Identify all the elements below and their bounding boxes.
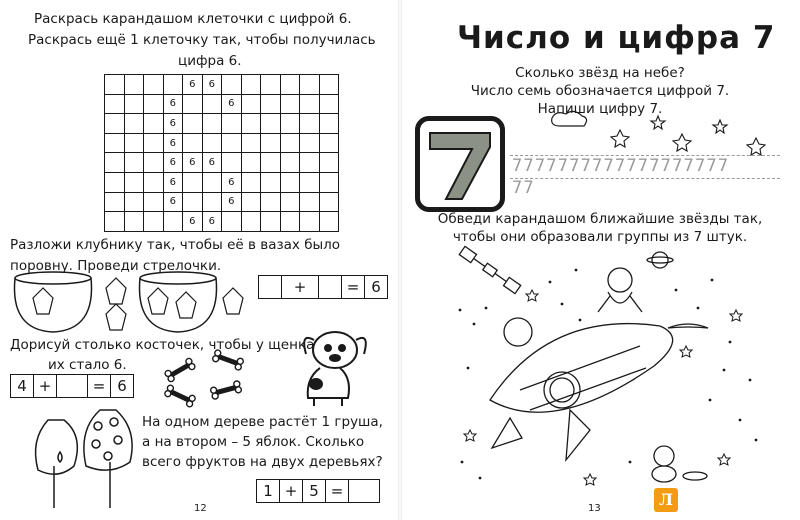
grid-row xyxy=(105,94,339,114)
grid-cell[interactable] xyxy=(163,212,183,232)
grid-cell[interactable] xyxy=(319,75,339,95)
grid-cell[interactable] xyxy=(222,212,242,232)
grid-cell[interactable]: 6 xyxy=(222,94,242,114)
grid-cell[interactable] xyxy=(241,114,261,134)
grid-cell[interactable] xyxy=(202,114,222,134)
grid-cell[interactable] xyxy=(261,94,281,114)
grid-cell[interactable] xyxy=(202,172,222,192)
equation-bones xyxy=(10,374,134,398)
task2-line1: Разложи клубнику так, чтобы её в вазах было xyxy=(10,237,341,253)
puppy-illustration xyxy=(290,328,380,408)
task4-line3: всего фруктов на двух деревьях? xyxy=(142,454,383,470)
eq1-cell-2: + xyxy=(282,276,319,298)
eq2-cell-2: + xyxy=(34,375,57,397)
grid-cell[interactable] xyxy=(319,192,339,212)
grid-cell[interactable] xyxy=(319,133,339,153)
trace-row-1[interactable]: 7777777777777777777 xyxy=(512,156,730,176)
grid-cell[interactable] xyxy=(124,192,144,212)
grid-cell[interactable] xyxy=(280,94,300,114)
grid-cell[interactable]: 6 xyxy=(163,192,183,212)
grid-cell[interactable] xyxy=(300,172,320,192)
grid-row xyxy=(105,75,339,95)
grid-cell[interactable] xyxy=(202,94,222,114)
grid-cell[interactable]: 6 xyxy=(183,75,203,95)
eq2-cell-5: 6 xyxy=(117,377,127,395)
bones-illustration xyxy=(168,352,258,412)
task4-line2: а на втором – 5 яблок. Сколько xyxy=(142,434,365,450)
grid-cell[interactable] xyxy=(261,212,281,232)
grid-cell[interactable] xyxy=(280,212,300,232)
grid-cell[interactable] xyxy=(124,114,144,134)
trees-illustration xyxy=(28,400,138,510)
eq1-cell-4: = xyxy=(342,276,365,298)
grid-cell[interactable] xyxy=(222,75,242,95)
grid-cell[interactable]: 6 xyxy=(163,94,183,114)
eq2-cell-4: = xyxy=(88,375,111,397)
grid-cell[interactable] xyxy=(280,133,300,153)
grid-cell[interactable] xyxy=(124,172,144,192)
task4-line1: На одном дереве растёт 1 груша, xyxy=(142,414,383,430)
grid-cell[interactable]: 6 xyxy=(222,192,242,212)
page-number-right: 13 xyxy=(588,503,601,514)
grid-cell[interactable] xyxy=(163,75,183,95)
grid-cell[interactable]: 6 xyxy=(163,172,183,192)
big-digit-card xyxy=(415,116,505,212)
space-illustration xyxy=(450,250,780,490)
page-number-left: 12 xyxy=(194,503,207,514)
grid-row xyxy=(105,114,339,134)
grid-cell[interactable] xyxy=(124,212,144,232)
grid-cell[interactable] xyxy=(261,114,281,134)
grid-cell[interactable] xyxy=(105,212,125,232)
grid-cell[interactable] xyxy=(144,172,164,192)
grid-cell[interactable] xyxy=(105,192,125,212)
grid-cell[interactable] xyxy=(300,94,320,114)
grid-cell[interactable] xyxy=(124,75,144,95)
grid-cell[interactable] xyxy=(300,75,320,95)
equation-vases xyxy=(258,275,388,299)
grid-cell[interactable]: 6 xyxy=(222,172,242,192)
grid-cell[interactable] xyxy=(144,75,164,95)
grid-cell[interactable] xyxy=(319,212,339,232)
grid-cell[interactable] xyxy=(280,114,300,134)
grid-cell[interactable] xyxy=(105,133,125,153)
grid-cell[interactable] xyxy=(280,153,300,173)
grid-cell[interactable] xyxy=(222,153,242,173)
grid-cell[interactable] xyxy=(261,75,281,95)
grid-cell[interactable] xyxy=(300,153,320,173)
eq1-cell-3[interactable] xyxy=(319,276,342,298)
grid-cell[interactable] xyxy=(105,114,125,134)
grid-row xyxy=(105,153,339,173)
grid-cell[interactable] xyxy=(241,133,261,153)
grid-row xyxy=(105,192,339,212)
grid-cell[interactable] xyxy=(241,94,261,114)
vases-illustration xyxy=(8,270,258,340)
grid-cell[interactable] xyxy=(183,172,203,192)
grid-cell[interactable] xyxy=(300,133,320,153)
grid-cell[interactable] xyxy=(300,114,320,134)
sky-illustration xyxy=(520,110,800,160)
big-digit-seven xyxy=(420,121,500,207)
grid-cell[interactable]: 6 xyxy=(202,153,222,173)
task1-line1: Раскрась карандашом клеточки с цифрой 6. xyxy=(34,11,352,27)
grid-cell[interactable] xyxy=(222,133,242,153)
grid-cell[interactable] xyxy=(105,75,125,95)
grid-cell[interactable] xyxy=(241,212,261,232)
equation-fruits xyxy=(256,479,380,503)
grid-cell[interactable] xyxy=(124,133,144,153)
intro-line3: Напиши цифру 7. xyxy=(537,101,663,117)
task-line1: Обведи карандашом ближайшие звёзды так, xyxy=(437,211,763,227)
grid-row xyxy=(105,133,339,153)
intro-line2: Число семь обозначается цифрой 7. xyxy=(470,83,730,99)
trace-row-2[interactable]: 77 xyxy=(512,178,535,198)
eq2-cell-1: 4 xyxy=(11,375,34,397)
grid-cell[interactable] xyxy=(183,192,203,212)
grid-row xyxy=(105,212,339,232)
grid-cell[interactable] xyxy=(280,172,300,192)
eq1-cell-1[interactable] xyxy=(259,276,282,298)
grid-cell[interactable] xyxy=(124,94,144,114)
grid-cell[interactable]: 6 xyxy=(163,153,183,173)
task3-line2: их стало 6. xyxy=(48,357,127,373)
grid-cell[interactable] xyxy=(241,192,261,212)
grid-cell[interactable]: 6 xyxy=(163,114,183,134)
intro-line1: Сколько звёзд на небе? xyxy=(515,65,685,81)
grid-cell[interactable] xyxy=(280,75,300,95)
eq3-cell-2: + xyxy=(280,480,303,502)
eq3-cell-5[interactable] xyxy=(349,480,379,502)
grid-cell[interactable] xyxy=(319,153,339,173)
grid-cell[interactable] xyxy=(144,114,164,134)
eq3-cell-4: = xyxy=(326,480,349,502)
page-title: Число и цифра 7 xyxy=(457,20,776,56)
grid-cell[interactable] xyxy=(241,153,261,173)
task3-line1: Дорисуй столько косточек, чтобы у щенка xyxy=(10,337,315,353)
grid-cell[interactable] xyxy=(202,133,222,153)
grid-cell[interactable] xyxy=(241,75,261,95)
grid-cell[interactable] xyxy=(144,133,164,153)
grid-cell[interactable] xyxy=(183,133,203,153)
coloring-grid xyxy=(104,74,339,232)
grid-cell[interactable] xyxy=(261,192,281,212)
grid-cell[interactable] xyxy=(261,133,281,153)
grid-cell[interactable] xyxy=(300,212,320,232)
grid-cell[interactable] xyxy=(261,172,281,192)
grid-cell[interactable] xyxy=(105,94,125,114)
eq3-cell-1: 1 xyxy=(257,480,280,502)
grid-cell[interactable] xyxy=(241,172,261,192)
grid-cell[interactable] xyxy=(319,94,339,114)
grid-cell[interactable] xyxy=(144,94,164,114)
task1-line2: Раскрась ещё 1 клеточку так, чтобы получилась xyxy=(28,32,376,48)
task2-line2: поровну. Проведи стрелочки. xyxy=(10,258,222,274)
grid-cell[interactable] xyxy=(105,153,125,173)
grid-cell[interactable] xyxy=(319,114,339,134)
grid-cell[interactable] xyxy=(300,192,320,212)
grid-cell[interactable]: 6 xyxy=(183,153,203,173)
grid-cell[interactable] xyxy=(183,114,203,134)
grid-row xyxy=(105,172,339,192)
grid-cell[interactable] xyxy=(222,114,242,134)
grid-cell[interactable] xyxy=(183,94,203,114)
grid-cell[interactable]: 6 xyxy=(202,212,222,232)
grid-cell[interactable] xyxy=(105,172,125,192)
eq3-cell-3: 5 xyxy=(303,480,326,502)
eq1-cell-5: 6 xyxy=(371,278,381,296)
publisher-logo: Л xyxy=(654,488,678,512)
grid-cell[interactable]: 6 xyxy=(202,75,222,95)
grid-cell[interactable] xyxy=(124,153,144,173)
grid-cell[interactable]: 6 xyxy=(183,212,203,232)
grid-cell[interactable] xyxy=(319,172,339,192)
task-line2: чтобы они образовали группы из 7 штук. xyxy=(452,229,748,245)
grid-cell[interactable] xyxy=(202,192,222,212)
trace-guideline-2 xyxy=(510,178,780,179)
grid-cell[interactable] xyxy=(144,192,164,212)
grid-cell[interactable] xyxy=(144,212,164,232)
grid-cell[interactable]: 6 xyxy=(163,133,183,153)
grid-cell[interactable] xyxy=(144,153,164,173)
task1-line3: цифра 6. xyxy=(178,53,242,69)
grid-cell[interactable] xyxy=(280,192,300,212)
grid-cell[interactable] xyxy=(261,153,281,173)
eq2-cell-3[interactable] xyxy=(57,375,88,397)
